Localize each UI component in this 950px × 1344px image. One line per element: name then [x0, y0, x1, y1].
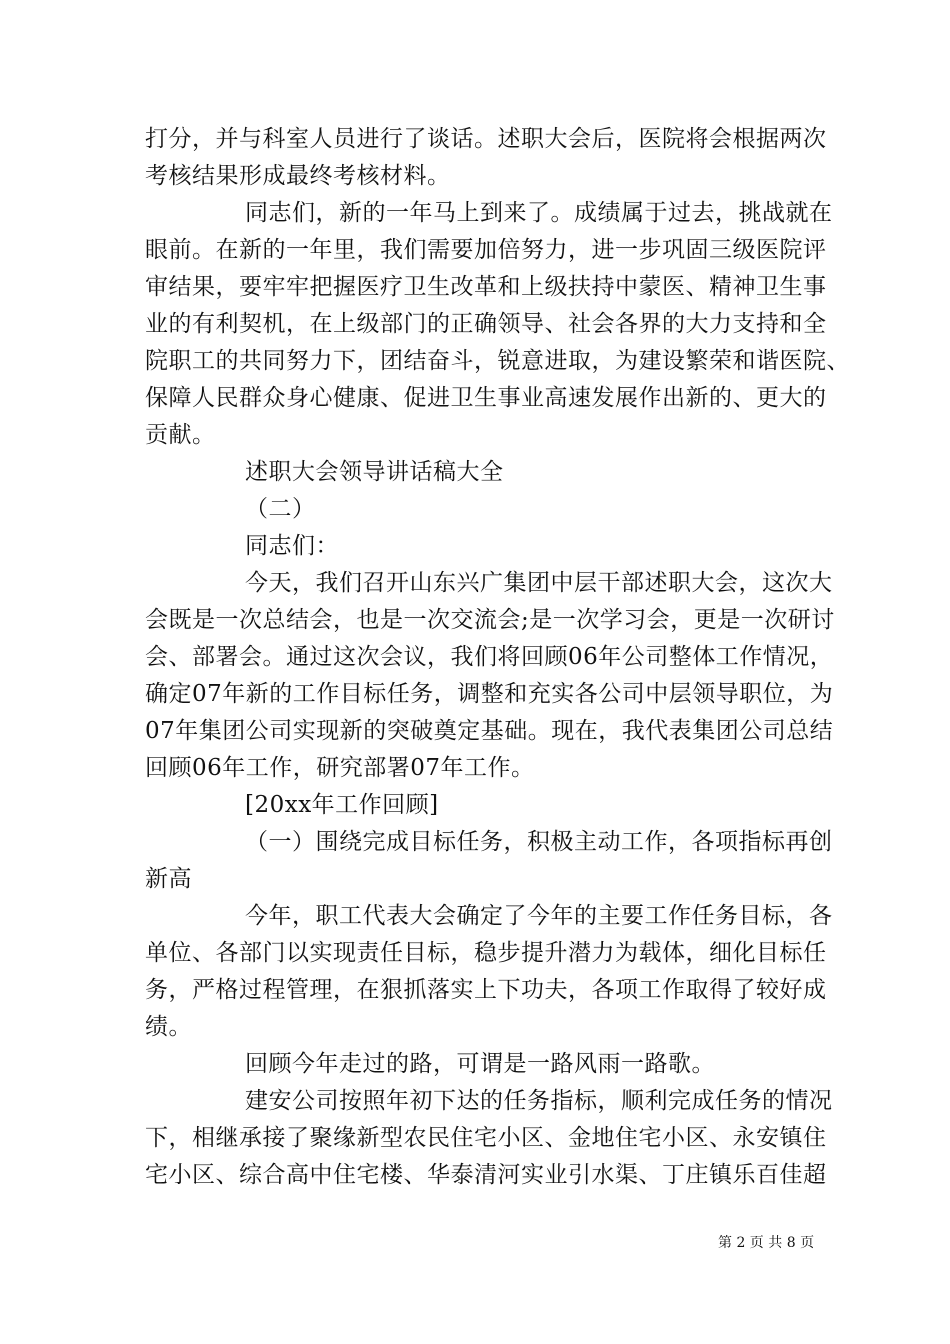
- text-line: 确定07年新的工作目标任务，调整和充实各公司中层领导职位，为: [145, 681, 834, 707]
- subsection-heading: （一）围绕完成目标任务，积极主动工作，各项指标再创: [245, 829, 833, 855]
- text-line: 会既是一次总结会，也是一次交流会;是一次学习会，更是一次研讨: [145, 607, 835, 633]
- text-line: 审结果，要牢牢把握医疗卫生改革和上级扶持中蒙医、精神卫生事: [145, 274, 827, 300]
- text-line: 回顾06年工作，研究部署07年工作。: [145, 755, 535, 781]
- paragraph-start: 建安公司按照年初下达的任务指标，顺利完成任务的情况: [245, 1088, 833, 1114]
- section-number: （二）: [245, 496, 316, 522]
- text-line: 07年集团公司实现新的突破奠定基础。现在，我代表集团公司总结: [145, 718, 834, 744]
- text-line: 院职工的共同努力下，团结奋斗，锐意进取，为建设繁荣和谐医院、: [145, 348, 850, 374]
- text-line: 业的有利契机，在上级部门的正确领导、社会各界的大力支持和全: [145, 311, 827, 337]
- text-line: 打分，并与科室人员进行了谈话。述职大会后，医院将会根据两次: [145, 126, 827, 152]
- text-line: 会、部署会。通过这次会议，我们将回顾06年公司整体工作情况，: [145, 644, 834, 670]
- section-heading: [20xx年工作回顾]: [245, 792, 439, 818]
- text-line: 下，相继承接了聚缘新型农民住宅小区、金地住宅小区、永安镇住: [145, 1125, 827, 1151]
- text-line: 务，严格过程管理，在狠抓落实上下功夫，各项工作取得了较好成: [145, 977, 827, 1003]
- paragraph-start: 今天，我们召开山东兴广集团中层干部述职大会，这次大: [245, 570, 833, 596]
- paragraph-start: 今年，职工代表大会确定了今年的主要工作任务目标，各: [245, 903, 833, 929]
- text-line: 考核结果形成最终考核材料。: [145, 163, 451, 189]
- text-line: 宅小区、综合高中住宅楼、华泰清河实业引水渠、丁庄镇乐百佳超: [145, 1162, 827, 1188]
- paragraph-start: 同志们，新的一年马上到来了。成绩属于过去，挑战就在: [245, 200, 833, 226]
- text-line: 新高: [145, 866, 192, 892]
- text-line: 眼前。在新的一年里，我们需要加倍努力，进一步巩固三级医院评: [145, 237, 827, 263]
- text-line: 绩。: [145, 1014, 192, 1040]
- text-line: 保障人民群众身心健康、促进卫生事业高速发展作出新的、更大的: [145, 385, 827, 411]
- text-line: 单位、各部门以实现责任目标，稳步提升潜力为载体，细化目标任: [145, 940, 827, 966]
- salutation: 同志们：: [245, 533, 339, 559]
- paragraph-start: 回顾今年走过的路，可谓是一路风雨一路歌。: [245, 1051, 715, 1077]
- section-title: 述职大会领导讲话稿大全: [245, 459, 504, 485]
- page-number-footer: 第 2 页 共 8 页: [718, 1235, 815, 1251]
- text-line: 贡献。: [145, 422, 216, 448]
